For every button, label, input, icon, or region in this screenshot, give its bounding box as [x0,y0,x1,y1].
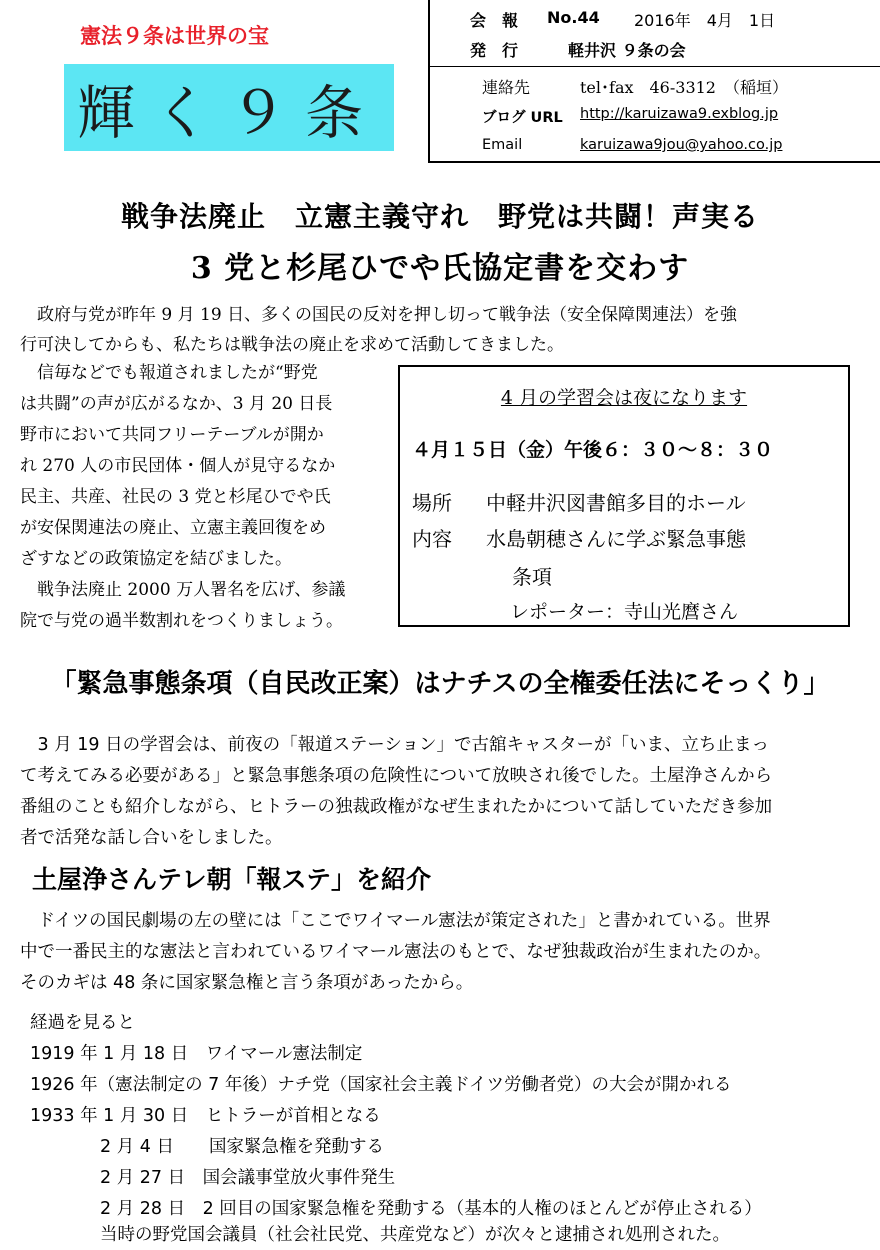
article-column-line: が安保関連法の廃止、立憲主義回復をめ [20,518,326,538]
article-column-line: 信毎などでも報道されましたが“野党 [20,363,318,383]
email-link[interactable]: karuizawa9jou@yahoo.co.jp [580,137,783,153]
study-session-notice [398,365,850,627]
notice-content-label: 内容 [412,527,452,551]
article-column-line: 民主、共産、社民の 3 党と杉尾ひでや氏 [20,487,331,507]
article-column-line: は共闘”の声が広がるなか、3 月 20 日長 [20,394,333,414]
notice-content: 水島朝穂さんに学ぶ緊急事態 [486,527,746,551]
article-paragraph-line: 政府与党が昨年 9 月 19 日、多くの国民の反対を押し切って戦争法（安全保障関連法）を強 [20,305,738,325]
blog-link[interactable]: http://karuizawa9.exblog.jp [580,106,779,122]
article-paragraph-line: 行可決してからも、私たちは戦争法の廃止を求めて活動してきました。 [20,335,564,355]
notice-content-cont: 条項 [512,565,552,589]
newsletter-title-box [64,64,394,151]
article-column-line: れ 270 人の市民団体・個人が見守るなか [20,456,336,476]
notice-place-label: 場所 [412,491,452,515]
subsection-paragraph-line: そのカギは 48 条に国家緊急権と言う条項があったから。 [20,973,474,993]
notice-datetime: ４月１５日（金）午後６：３０〜８：３０ [412,439,774,461]
article-column-line: 院で与党の過半数割れをつくりましょう。 [20,611,343,631]
timeline-item: 2 月 28 日 2 回目の国家緊急権を発動する（基本的人権のほとんどが停止される） [30,1199,762,1219]
timeline-item: 1919 年 1 月 18 日 ワイマール憲法制定 [30,1044,363,1064]
contact-label: 連絡先 [482,78,531,97]
headline: 戦争法廃止 立憲主義守れ 野党は共闘！声実る [120,200,759,233]
section-paragraph-line: 3 月 19 日の学習会は、前夜の「報道ステーション」で古舘キャスターが「いま、立ち止まっ [20,735,770,755]
section-paragraph-line: 者で活発な話し合いをしました。 [20,828,283,848]
timeline-item: 2 月 27 日 国会議事堂放火事件発生 [30,1168,396,1188]
email-label: Email [482,137,523,153]
notice-place: 中軽井沢図書館多目的ホール [486,491,746,515]
section-paragraph-line: て考えてみる必要がある」と緊急事態条項の危険性について放映され後でした。土屋浄さんから [20,766,773,786]
notice-title: 4 月の学習会は夜になります [500,387,748,409]
publisher-label: 発 行 [470,41,519,60]
subsection-title: 土屋浄さんテレ朝「報ステ」を紹介 [32,865,432,894]
issue-date: 2016年 4月 1日 [634,11,776,30]
subsection-paragraph-line: 中で一番民主的な憲法と言われているワイマール憲法のもとで、なぜ独裁政治が生まれたのか。 [20,942,772,962]
subsection-paragraph-line: ドイツの国民劇場の左の壁には「ここでワイマール憲法が策定された」と書かれている。世界 [20,911,771,931]
publisher: 軽井沢 ９条の会 [568,41,686,60]
timeline-item: 2 月 4 日 国家緊急権を発動する [30,1137,384,1157]
article-column-line: 野市において共同フリーテーブルが開か [20,425,324,445]
article-column-line: 戦争法廃止 2000 万人署名を広げ、参議 [20,580,346,600]
timeline-item: 1933 年 1 月 30 日 ヒトラーが首相となる [30,1106,381,1126]
timeline-item: 当時の野党国会議員（社会社民党、共産党など）が次々と逮捕され処刑された。 [30,1225,730,1245]
section-title: 「緊急事態条項（自民改正案）はナチスの全権委任法にそっくり」 [50,669,830,699]
newsletter-title: 輝く９条 [76,78,381,147]
slogan: 憲法９条は世界の宝 [80,24,269,48]
header-info-box [428,0,880,163]
section-paragraph-line: 番組のことも紹介しながら、ヒトラーの独裁政権がなぜ生まれたかについて話していただき参加 [20,797,773,817]
timeline-item: 1926 年（憲法制定の 7 年後）ナチ党（国家社会主義ドイツ労働者党）の大会が開かれる [30,1075,732,1095]
headline-sub: 3 党と杉尾ひでや氏協定書を交わす [190,251,690,286]
timeline-intro: 経過を見ると [30,1013,135,1033]
issue-label: 会 報 [470,11,519,30]
article-column-line: ざすなどの政策協定を結びました。 [20,549,292,569]
contact-phone: tel･fax 46-3312 （稲垣） [580,78,788,97]
blog-label: ブログ URL [482,110,563,126]
issue-number: No.44 [547,8,600,27]
notice-reporter: レポーター：寺山光麿さん [510,601,739,623]
